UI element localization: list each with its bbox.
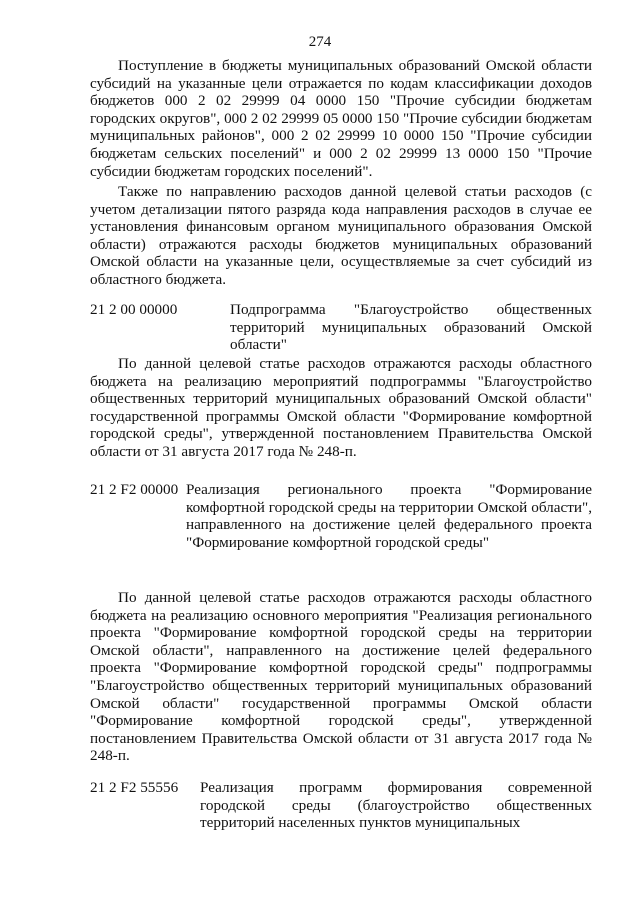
- target-article-code: 21 2 00 00000: [90, 301, 178, 318]
- target-article-code: 21 2 F2 00000: [90, 481, 179, 498]
- target-article-title: Подпрограмма "Благоустройство общественных территорий муниципальных образований Омской области": [230, 301, 592, 354]
- target-article-title: Реализация регионального проекта "Формирование комфортной городской среды на территории Омской области", направленного на достижение целей федерального проекта "Формирование комфортной городской среды": [186, 481, 592, 551]
- paragraph-subprogram-description: По данной целевой статье расходов отражаются расходы областного бюджета на реализацию мероприятий подпрограммы "Благоустройство общественных территорий муниципальных образований Омской области" государственной программы Омской области "Формирование комфортной городской среды", утвержденной постановлением Правительства Омской области от 31 августа 2017 года № 248-п.: [90, 355, 592, 460]
- paragraph-revenue-codes: Поступление в бюджеты муниципальных образований Омской области субсидий на указанные цели отражается по кодам классификации доходов бюджетов 000 2 02 29999 04 0000 150 "Прочие субсидии бюджетам городских округов", 000 2 02 29999 05 0000 150 "Прочие субсидии бюджетам муниципальных районов", 000 2 02 29999 10 0000 150 "Прочие субсидии бюджетам сельских поселений" и 000 2 02 29999 13 0000 150 "Прочие субсидии бюджетам городских поселений".: [90, 57, 592, 180]
- target-article-title: Реализация программ формирования современной городской среды (благоустройство общественных территорий населенных пунктов муниципальных: [200, 779, 592, 832]
- paragraph-regional-project-description: По данной целевой статье расходов отражаются расходы областного бюджета на реализацию основного мероприятия "Реализация регионального проекта "Формирование комфортной городской среды на территории Омской области", направленного на достижение целей федерального проекта "Формирование комфортной городской среды" подпрограммы "Благоустройство общественных территорий муниципальных образований Омской области" государственной программы Омской области "Формирование комфортной городской среды", утвержденной постановлением Правительства Омской области от 31 августа 2017 года № 248-п.: [90, 589, 592, 765]
- target-article-code: 21 2 F2 55556: [90, 779, 179, 796]
- paragraph-municipal-expenses: Также по направлению расходов данной целевой статьи расходов (с учетом детализации пятого разряда кода направления расходов в случае ее установления финансовым органом муниципального образования Омской области) отражаются расходы бюджетов муниципальных образований Омской области на указанные цели, осуществляемые за счет субсидий из областного бюджета.: [90, 183, 592, 288]
- page-number: 274: [308, 34, 332, 50]
